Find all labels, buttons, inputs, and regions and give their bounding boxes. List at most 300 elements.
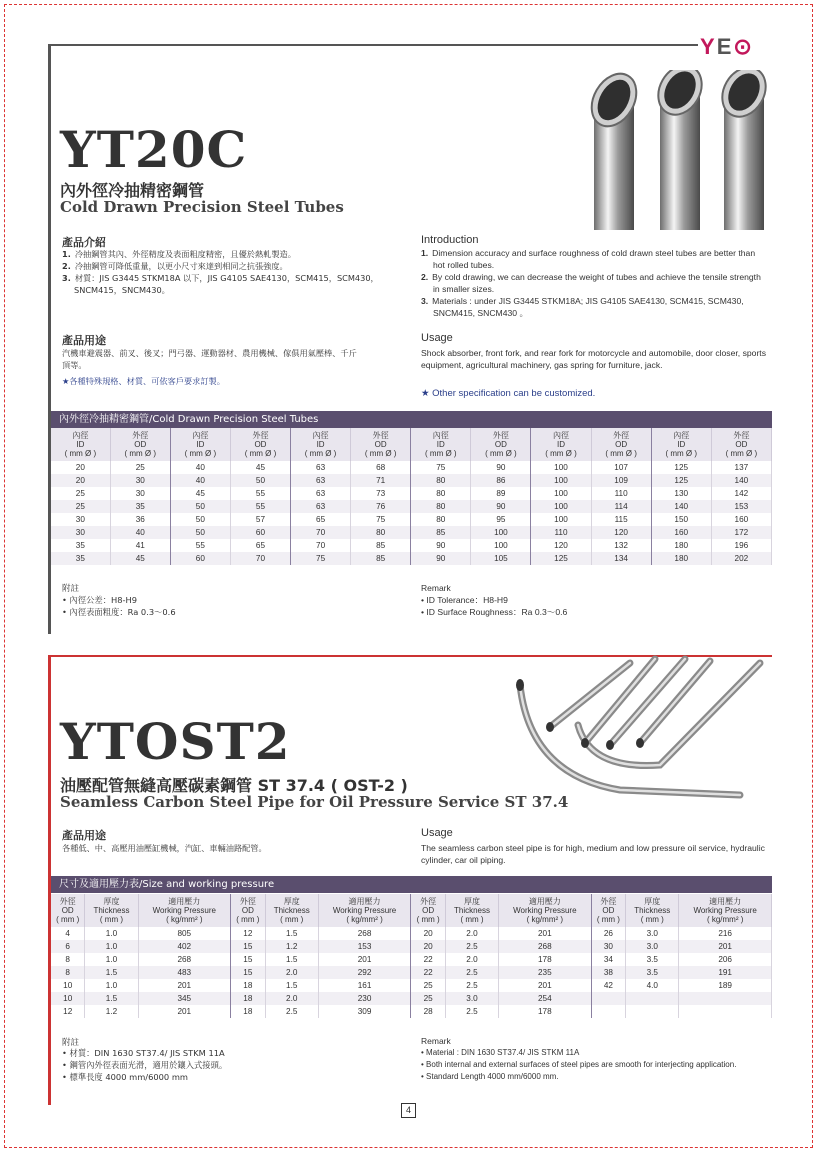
table-row: [51, 992, 772, 1005]
ytost2-remark-zh-heading: 附註: [62, 1038, 80, 1048]
table-cell: 292: [318, 966, 411, 979]
table-cell: 120: [591, 526, 651, 539]
header-unit: ( kg/mm² ): [706, 915, 744, 924]
yt20c-en-title: Cold Drawn Precision Steel Tubes: [60, 198, 344, 216]
table-cell: 90: [411, 539, 471, 552]
header-en: ID: [436, 440, 445, 449]
list-item: • ID Tolerance：H8-H9: [421, 595, 508, 605]
table-cell: 254: [499, 992, 592, 1005]
table-cell: 120: [531, 539, 591, 552]
header-unit: ( kg/mm² ): [346, 915, 383, 924]
table-cell: 115: [591, 513, 651, 526]
yt20c-table-title-bar: 內外徑冷抽精密鋼管/Cold Drawn Precision Steel Tubes: [51, 411, 772, 428]
table-cell: 75: [291, 552, 351, 565]
table-cell: [591, 1005, 626, 1018]
table-cell: 230: [318, 992, 411, 1005]
yt20c-remark-en-list: [421, 594, 567, 618]
table-cell: 3.5: [626, 953, 679, 966]
column-header: [711, 428, 771, 461]
table-cell: 189: [679, 979, 772, 992]
table-cell: 89: [471, 487, 531, 500]
table-row: [51, 487, 772, 500]
table-cell: 35: [51, 552, 110, 565]
header-zh: 外徑: [239, 897, 256, 906]
table-cell: 2.5: [445, 1005, 498, 1018]
table-cell: 8: [51, 966, 85, 979]
ytost2-remark-zh-list: [62, 1047, 227, 1083]
table-cell: 60: [170, 552, 230, 565]
yt20c-usage-zh-note: ★各種特殊規格、材質、可依客戶要求訂製。: [62, 376, 225, 386]
table-cell: 35: [110, 500, 170, 513]
list-item: • 標準長度 4000 mm/6000 mm: [62, 1072, 188, 1082]
table-cell: 90: [471, 461, 531, 474]
header-en: OD: [374, 440, 387, 449]
table-cell: 3.0: [626, 927, 679, 940]
table-cell: 12: [231, 927, 266, 940]
header-zh: 適用壓力: [168, 897, 201, 906]
header-zh: 外徑: [492, 431, 509, 440]
header-en: OD: [735, 440, 748, 449]
column-header: [231, 894, 266, 927]
table-cell: 65: [230, 539, 290, 552]
column-header: [591, 894, 626, 927]
list-item: 2. By cold drawing, we can decrease the weight of tubes and achieve the tensile strength in smaller sizes.: [421, 272, 761, 294]
table-cell: 161: [318, 979, 411, 992]
table-cell: 178: [499, 953, 592, 966]
yt20c-usage-en-heading: Usage: [421, 332, 453, 344]
header-en: OD: [422, 906, 435, 915]
ytost2-usage-zh-heading: 產品用途: [62, 829, 106, 842]
yt20c-remark-zh-list: [62, 594, 176, 618]
table-cell: 50: [230, 474, 290, 487]
table-cell: 85: [411, 526, 471, 539]
table-cell: 206: [679, 953, 772, 966]
table-cell: 402: [138, 940, 231, 953]
table-cell: 216: [679, 927, 772, 940]
header-en: ID: [557, 440, 565, 449]
header-unit: ( mm ): [99, 915, 124, 924]
header-unit: ( mm Ø ): [545, 449, 577, 458]
list-item: 3. 材質：JIS G3445 STKM18A 以下，JIS G4105 SAE4130，SCM415，SCM430，SNCM415，SNCM430。: [62, 273, 379, 295]
header-unit: ( mm Ø ): [364, 449, 397, 458]
column-header: [110, 428, 170, 461]
header-zh: 內徑: [673, 431, 690, 440]
table-cell: 172: [711, 526, 771, 539]
header-en: Working Pressure: [513, 906, 577, 915]
header-unit: ( mm Ø ): [485, 449, 517, 458]
table-cell: 2.5: [445, 966, 498, 979]
column-header: [85, 894, 138, 927]
header-zh: 厚度: [103, 897, 120, 906]
header-en: OD: [61, 906, 74, 915]
table-cell: 30: [110, 487, 170, 500]
list-item: • Material : DIN 1630 ST37.4/ JIS STKM 11A: [421, 1048, 580, 1057]
table-row: [51, 953, 772, 966]
list-item: • 內徑表面粗度：Ra 0.3～0.6: [62, 607, 176, 617]
yt20c-usage-zh-heading: 產品用途: [62, 334, 106, 347]
table-cell: [626, 1005, 679, 1018]
header-zh: 外徑: [600, 897, 617, 906]
table-cell: 2.0: [265, 992, 318, 1005]
table-cell: 1.0: [85, 953, 138, 966]
ytost2-zh-title: 油壓配管無縫高壓碳素鋼管 ST 37.4 ( OST-2 ): [60, 776, 408, 795]
table-cell: 110: [531, 526, 591, 539]
table-cell: 201: [679, 940, 772, 953]
table-cell: 125: [651, 461, 711, 474]
table-cell: 71: [351, 474, 411, 487]
header-unit: ( mm Ø ): [64, 449, 97, 458]
yt20c-usage-en-note: ★ Other specification can be customized.: [421, 388, 596, 399]
header-unit: ( mm Ø ): [425, 449, 457, 458]
table-cell: 3.0: [626, 940, 679, 953]
ytost2-usage-zh-text: 各種低、中、高壓用油壓缸機械，汽缸、車輛油路配管。: [62, 843, 267, 853]
header-en: Working Pressure: [693, 906, 757, 915]
header-zh: 厚度: [283, 897, 300, 906]
table-cell: 28: [411, 1005, 446, 1018]
column-header: [230, 428, 290, 461]
table-cell: 12: [51, 1005, 85, 1018]
column-header: [591, 428, 651, 461]
table-cell: 40: [170, 461, 230, 474]
table-cell: 55: [170, 539, 230, 552]
table-cell: 65: [291, 513, 351, 526]
table-cell: 805: [138, 927, 231, 940]
table-cell: 45: [230, 461, 290, 474]
table-cell: 18: [231, 992, 266, 1005]
list-item: 1. Dimension accuracy and surface roughness of cold drawn steel tubes are better than hot rolled tubes.: [421, 248, 756, 270]
table-cell: 15: [231, 953, 266, 966]
column-header: [51, 894, 85, 927]
table-cell: 201: [499, 979, 592, 992]
table-cell: 1.5: [265, 979, 318, 992]
column-header: [679, 894, 772, 927]
ytost2-pressure-table: [51, 894, 772, 1018]
list-item: • 鋼管內外徑表面光滑，適用於鑲入式接頭。: [62, 1060, 228, 1070]
header-unit: ( mm Ø ): [304, 449, 337, 458]
table-cell: 85: [351, 539, 411, 552]
column-header: [351, 428, 411, 461]
table-cell: 20: [411, 927, 446, 940]
table-cell: 10: [51, 992, 85, 1005]
table-cell: 45: [110, 552, 170, 565]
header-unit: ( mm Ø ): [124, 449, 157, 458]
table-cell: 191: [679, 966, 772, 979]
header-zh: 外徑: [733, 431, 750, 440]
column-header: [499, 894, 592, 927]
column-header: [531, 428, 591, 461]
table-cell: 63: [291, 500, 351, 513]
table-cell: 100: [471, 539, 531, 552]
list-item: 3. Materials : under JIS G3445 STKM18A; JIS G4105 SAE4130, SCM415, SCM430, SNCM415, SNCM430 。: [421, 296, 744, 318]
column-header: [651, 428, 711, 461]
table-cell: 178: [499, 1005, 592, 1018]
table-cell: 180: [651, 552, 711, 565]
header-unit: ( mm ): [56, 915, 80, 924]
column-header: [411, 894, 446, 927]
header-zh: 外徑: [372, 431, 389, 440]
page-number: 4: [401, 1103, 416, 1118]
table-cell: 196: [711, 539, 771, 552]
header-en: Thickness: [634, 906, 671, 915]
yt20c-top-rule: [48, 44, 698, 46]
yt20c-intro-zh-list: [62, 248, 412, 296]
table-cell: 153: [318, 940, 411, 953]
table-cell: 483: [138, 966, 231, 979]
table-cell: 1.2: [265, 940, 318, 953]
header-en: OD: [241, 906, 254, 915]
table-cell: 2.0: [445, 953, 498, 966]
table-cell: 63: [291, 487, 351, 500]
ytost2-remark-en-list: [421, 1047, 766, 1083]
table-cell: 100: [531, 513, 591, 526]
table-cell: 4.0: [626, 979, 679, 992]
list-item: 2. 冷抽鋼管可降低重量，以更小尺寸來達到相同之抗張強度。: [62, 261, 288, 271]
table-cell: 235: [499, 966, 592, 979]
table-cell: 114: [591, 500, 651, 513]
list-item: • 內徑公差：H8-H9: [62, 595, 138, 605]
table-cell: 41: [110, 539, 170, 552]
table-cell: 63: [291, 461, 351, 474]
column-header: [170, 428, 230, 461]
table-cell: 100: [531, 474, 591, 487]
header-unit: ( mm ): [416, 915, 440, 924]
yt20c-remark-zh-heading: 附註: [62, 584, 80, 594]
header-unit: ( mm Ø ): [184, 449, 217, 458]
list-item: • Standard Length 4000 mm/6000 mm.: [421, 1072, 559, 1081]
table-cell: 80: [351, 526, 411, 539]
table-cell: 160: [711, 513, 771, 526]
column-header: [471, 428, 531, 461]
table-cell: 25: [51, 487, 110, 500]
table-cell: 109: [591, 474, 651, 487]
table-cell: 100: [531, 487, 591, 500]
header-unit: ( mm Ø ): [725, 449, 758, 458]
table-cell: 150: [651, 513, 711, 526]
header-en: Working Pressure: [332, 906, 397, 915]
header-zh: 適用壓力: [709, 897, 742, 906]
yt20c-usage-en-text: Shock absorber, front fork, and rear fork for motorcycle and automobile, door closer, sports equipment, agricultural machinery, gas spring for furniture, jack.: [421, 348, 766, 370]
header-en: ID: [196, 440, 205, 449]
table-cell: 50: [170, 513, 230, 526]
column-header: [445, 894, 498, 927]
table-cell: 140: [711, 474, 771, 487]
header-unit: ( mm ): [460, 915, 484, 924]
table-cell: 18: [231, 1005, 266, 1018]
table-cell: 142: [711, 487, 771, 500]
table-cell: 40: [110, 526, 170, 539]
table-cell: 90: [471, 500, 531, 513]
ytost2-model-title: YTOST2: [60, 712, 291, 771]
table-cell: 90: [411, 552, 471, 565]
header-en: Thickness: [273, 906, 310, 915]
table-row: [51, 461, 772, 474]
steel-tubes-image: [590, 70, 772, 230]
header-zh: 厚度: [644, 897, 661, 906]
table-cell: 42: [591, 979, 626, 992]
table-row: [51, 513, 772, 526]
table-row: [51, 474, 772, 487]
table-cell: 2.0: [445, 927, 498, 940]
table-cell: 70: [291, 539, 351, 552]
table-cell: 50: [170, 526, 230, 539]
table-cell: 80: [411, 500, 471, 513]
table-cell: 18: [231, 979, 266, 992]
table-cell: 35: [51, 539, 110, 552]
table-cell: 1.5: [265, 953, 318, 966]
table-cell: 76: [351, 500, 411, 513]
table-cell: 1.5: [85, 966, 138, 979]
table-cell: 68: [351, 461, 411, 474]
table-row: [51, 979, 772, 992]
table-cell: 95: [471, 513, 531, 526]
table-cell: 2.0: [265, 966, 318, 979]
table-cell: 75: [351, 513, 411, 526]
header-unit: ( kg/mm² ): [526, 915, 564, 924]
column-header: [51, 428, 110, 461]
table-cell: 26: [591, 927, 626, 940]
table-cell: 268: [138, 953, 231, 966]
table-row: [51, 940, 772, 953]
header-zh: 適用壓力: [348, 897, 381, 906]
table-cell: 38: [591, 966, 626, 979]
table-cell: 25: [411, 979, 446, 992]
table-row: [51, 966, 772, 979]
table-cell: 201: [499, 927, 592, 940]
table-cell: 3.0: [445, 992, 498, 1005]
table-row: [51, 500, 772, 513]
ytost2-usage-en-heading: Usage: [421, 827, 453, 839]
header-unit: ( mm ): [280, 915, 304, 924]
column-header: [626, 894, 679, 927]
table-cell: 180: [651, 539, 711, 552]
header-zh: 外徑: [59, 897, 76, 906]
table-cell: 100: [531, 500, 591, 513]
table-cell: 20: [51, 461, 110, 474]
header-en: OD: [615, 440, 628, 449]
header-unit: ( mm Ø ): [665, 449, 697, 458]
header-en: Thickness: [93, 906, 130, 915]
header-zh: 內徑: [192, 431, 209, 440]
table-cell: 137: [711, 461, 771, 474]
table-cell: 30: [51, 513, 110, 526]
table-cell: 20: [51, 474, 110, 487]
header-zh: 內徑: [553, 431, 569, 440]
table-cell: 1.0: [85, 927, 138, 940]
table-cell: 125: [531, 552, 591, 565]
table-cell: 309: [318, 1005, 411, 1018]
table-cell: [626, 992, 679, 1005]
table-cell: 50: [170, 500, 230, 513]
table-cell: 2.5: [445, 979, 498, 992]
ytost2-table-title-bar: 尺寸及適用壓力表/Size and working pressure: [51, 876, 772, 893]
table-cell: 80: [411, 513, 471, 526]
table-cell: 15: [231, 966, 266, 979]
header-en: OD: [254, 440, 267, 449]
table-cell: 132: [591, 539, 651, 552]
table-cell: 36: [110, 513, 170, 526]
table-cell: 60: [230, 526, 290, 539]
header-unit: ( mm Ø ): [244, 449, 277, 458]
brand-logo: YE⊙: [700, 34, 754, 59]
table-cell: 20: [411, 940, 446, 953]
table-cell: 2.5: [445, 940, 498, 953]
table-cell: 140: [651, 500, 711, 513]
table-cell: 345: [138, 992, 231, 1005]
table-cell: 2.5: [265, 1005, 318, 1018]
table-cell: 201: [318, 953, 411, 966]
yt20c-intro-en-list: [421, 247, 766, 319]
table-cell: 3.5: [626, 966, 679, 979]
table-cell: 57: [230, 513, 290, 526]
table-cell: 25: [110, 461, 170, 474]
list-item: • 材質：DIN 1630 ST37.4/ JIS STKM 11A: [62, 1048, 225, 1058]
table-cell: 201: [138, 1005, 231, 1018]
list-item: • Both internal and external surfaces of steel pipes are smooth for interjecting application.: [421, 1060, 737, 1069]
table-cell: 1.2: [85, 1005, 138, 1018]
table-cell: 25: [411, 992, 446, 1005]
header-zh: 厚度: [463, 897, 480, 906]
table-cell: 30: [110, 474, 170, 487]
column-header: [265, 894, 318, 927]
ytost2-en-title: Seamless Carbon Steel Pipe for Oil Pressure Service ST 37.4: [60, 793, 569, 811]
table-cell: 1.0: [85, 979, 138, 992]
header-unit: ( kg/mm² ): [166, 915, 203, 924]
table-cell: 4: [51, 927, 85, 940]
header-en: ID: [76, 440, 85, 449]
header-en: Thickness: [453, 906, 490, 915]
table-cell: 268: [318, 927, 411, 940]
header-zh: 內徑: [72, 431, 89, 440]
yt20c-remark-en-heading: Remark: [421, 583, 451, 593]
table-cell: 73: [351, 487, 411, 500]
table-cell: 40: [170, 474, 230, 487]
column-header: [291, 428, 351, 461]
yt20c-zh-title: 內外徑冷抽精密鋼管: [60, 181, 205, 200]
table-cell: 45: [170, 487, 230, 500]
table-cell: 34: [591, 953, 626, 966]
table-cell: 1.5: [85, 992, 138, 1005]
list-item: • ID Surface Roughness：Ra 0.3～0.6: [421, 607, 568, 617]
ytost2-usage-en-text: The seamless carbon steel pipe is for high, medium and low pressure oil service, hydraulic cylinder, car oil piping.: [421, 843, 765, 865]
list-item: 1. 冷抽鋼管其內、外徑精度及表面粗度精密，且優於熱軋製造。: [62, 249, 296, 259]
header-zh: 外徑: [132, 431, 149, 440]
table-cell: 100: [531, 461, 591, 474]
table-cell: 110: [591, 487, 651, 500]
header-unit: ( mm ): [596, 915, 620, 924]
table-cell: [679, 992, 772, 1005]
bent-pipes-image: [510, 655, 772, 805]
table-cell: 201: [138, 979, 231, 992]
table-cell: 63: [291, 474, 351, 487]
table-cell: 70: [291, 526, 351, 539]
table-cell: 80: [411, 474, 471, 487]
table-row: [51, 927, 772, 940]
header-zh: 內徑: [432, 431, 449, 440]
table-cell: 160: [651, 526, 711, 539]
table-cell: 1.0: [85, 940, 138, 953]
column-header: [411, 428, 471, 461]
table-cell: 1.5: [265, 927, 318, 940]
header-en: OD: [494, 440, 507, 449]
header-en: ID: [677, 440, 686, 449]
table-cell: 268: [499, 940, 592, 953]
header-en: ID: [316, 440, 325, 449]
table-cell: 10: [51, 979, 85, 992]
table-cell: 86: [471, 474, 531, 487]
table-cell: 25: [51, 500, 110, 513]
table-cell: 153: [711, 500, 771, 513]
table-cell: 6: [51, 940, 85, 953]
